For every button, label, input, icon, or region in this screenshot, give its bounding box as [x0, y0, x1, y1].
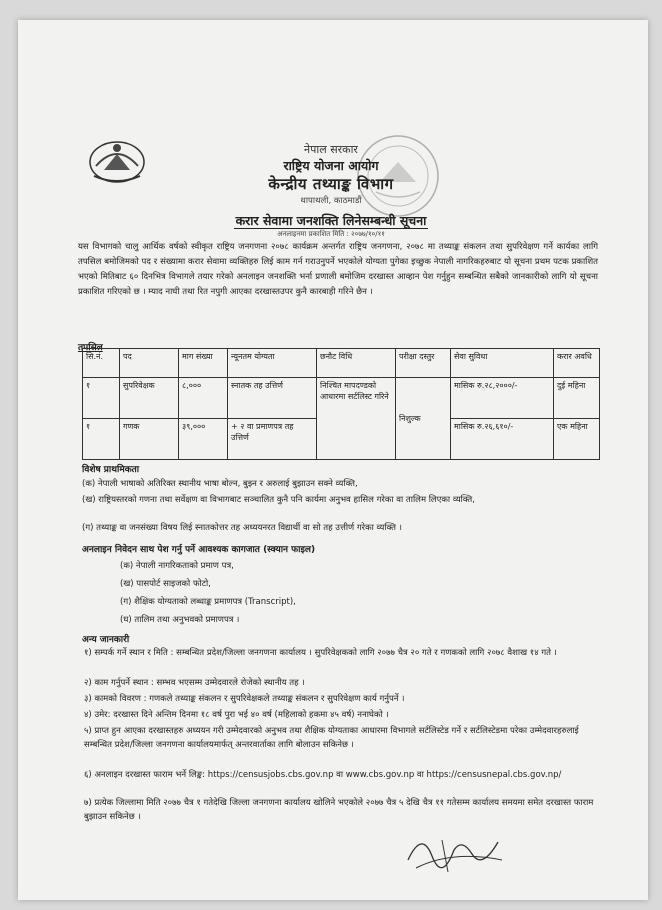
table-cell: मासिक रु.२८,२०००/-: [451, 378, 554, 419]
vacancy-table: [82, 348, 600, 460]
table-cell: + २ वा प्रमाणपत्र तह उत्तिर्ण: [228, 419, 317, 460]
table-cell: १: [83, 378, 120, 419]
table-cell: सुपरिवेक्षक: [120, 378, 179, 419]
col-header: पद: [120, 349, 179, 378]
signature-icon: [402, 820, 512, 880]
table-cell: ८,०००: [179, 378, 228, 419]
col-header: सेवा सुविधा: [451, 349, 554, 378]
other-info-heading: अन्य जानकारी: [82, 635, 130, 645]
col-header: न्यूनतम योग्यता: [228, 349, 317, 378]
table-cell: स्नातक तह उत्तिर्ण: [228, 378, 317, 419]
list-item: ४) उमेर: दरखास्त दिने अन्तिम दिनमा १८ वर्ष पुरा भई ४० वर्ष (महिलाको हकमा ४५ वर्ष) ननाघेको ।: [84, 710, 389, 720]
table-cell: एक महिना: [554, 419, 600, 460]
list-item: (ख) राष्ट्रियस्तरको गणना तथा सर्वेक्षण वा विभागबाट सञ्चालित कुनै पनि कार्यमा अनुभव हासिल गरेका वा तालिम लिएका व्यक्ति,: [82, 495, 475, 505]
commission-name: राष्ट्रिय योजना आयोग: [283, 158, 379, 173]
table-cell: १: [83, 419, 120, 460]
published-date: अनलाइनमा प्रकाशित मिति : २०७७/१०/११: [277, 230, 385, 238]
notice-title: [0, 212, 662, 229]
table-cell: निशुल्क: [396, 378, 451, 460]
col-header: सि.नं.: [83, 349, 120, 378]
list-item: (ग) शैक्षिक योग्यताको लब्धाङ्क प्रमाणपत्र (Transcript),: [120, 597, 296, 607]
list-item: (घ) तालिम तथा अनुभवको प्रमाणपत्र ।: [120, 615, 240, 625]
table-cell: मासिक रु.२६,६१०/-: [451, 419, 554, 460]
notice-title-text: करार सेवामा जनशक्ति लिनेसम्बन्धी सूचना: [235, 213, 427, 228]
intro-paragraph: यस विभागको चालु आर्थिक वर्षको स्वीकृत राष्ट्रिय जनगणना २०७८ कार्यक्रम अन्तर्गत राष्ट्रिय जनगणना, २०७८ मा तथ्याङ्क संकलन तथा सुपरिवेक्षण गर्ने कार्यका लागि तपसिल बमोजिमको पद र संख्यामा करार सेवामा व्यक्तिहरु लिई काम गर्न गराउनुपर्ने भएकोले योग्यता पुगेका इच्छुक नेपाली नागरिकहरुबाट यो सूचना प्रथम पटक प्रकाशित भएको मितिबाट ६० दिनभित्र विभागले तयार गरेको अनलाइन जनशक्ति भर्ना प्रणाली बमोजिम दरखास्त आव्हान पेश गर्नुहुन सम्बन्धित सबैको जानकारीको लागि यो सूचना प्रकाशित गरिएको छ । म्याद नाघी तथा रित नपुगी आएका दरखास्तउपर कुनै कारबाही गरिने छैन ।: [78, 242, 598, 297]
documents-heading: अनलाइन निवेदन साथ पेश गर्नु पर्ने आवश्यक कागजात (स्क्यान फाइल): [82, 545, 316, 555]
table-cell: ३९,०००: [179, 419, 228, 460]
office-location: थापाथली, काठमाडौं: [300, 196, 362, 206]
list-item: (क) नेपाली नागरिकताको प्रमाण पत्र,: [120, 561, 234, 571]
list-item: ६) अनलाइन दरखास्त फाराम भर्ने लिङ्क: https://censusjobs.cbs.gov.np वा www.cbs.gov.np वा https://censusnepal.cbs.gov.np/: [84, 770, 562, 780]
table-cell: गणक: [120, 419, 179, 460]
priority-heading: विशेष प्राथमिकता: [82, 465, 140, 475]
list-item: ५) प्राप्त हुन आएका दरखास्तहरु अध्ययन गरी उम्मेदवारको अनुभव तथा शैक्षिक योग्यताका आधारमा विभागले सर्टलिस्टेड गर्ने र सर्टलिस्टेडमा परेका उम्मेदवारहरुलाई सम्बन्धित प्रदेश/जिल्ला जनगणना कार्यालयमार्फत् अन्तरवार्ताका लागि बोलाउन सकिनेछ ।: [84, 726, 579, 750]
list-item: (क) नेपाली भाषाको अतिरिक्त स्थानीय भाषा बोल्न, बुझ्न र अरुलाई बुझाउन सक्ने व्यक्ति,: [82, 479, 358, 489]
table-cell: निश्चित मापदण्डको आधारमा सर्टलिस्ट गरिने: [317, 378, 396, 460]
list-item: ३) कामको विवरण : गणकले तथ्याङ्क संकलन र सुपरिवेक्षकले तथ्याङ्क संकलन र सुपरिवेक्षण कार्य गर्नुपर्ने ।: [84, 694, 405, 704]
col-header: करार अवधि: [554, 349, 600, 378]
department-name: केन्द्रीय तथ्याङ्क विभाग: [268, 175, 394, 193]
col-header: छनौट विधि: [317, 349, 396, 378]
table-header-row: [83, 349, 600, 378]
list-item: १) सम्पर्क गर्ने स्थान र मिति : सम्बन्धित प्रदेश/जिल्ला जनगणना कार्यालय । सुपरिवेक्षकको लागि २०७७ चैत्र २० गते र गणकको लागि २०७८ वैशाख १४ गते ।: [84, 648, 557, 658]
list-item: ७) प्रत्येक जिल्लामा मिति २०७७ चैत्र १ गतेदेखि जिल्ला जनगणना कार्यालय खोलिने भएकोले २०७७ चैत्र ५ देखि चैत्र ११ गतेसम्म कार्यालय समयमा समेत दरखास्त फाराम बुझाउन सकिनेछ ।: [84, 798, 594, 822]
list-item: (ख) पासपोर्ट साइजको फोटो,: [120, 579, 211, 589]
list-item: (ग) तथ्याङ्क वा जनसंख्या विषय लिई स्नातकोत्तर तह अध्ययनरत विद्यार्थी वा सो तह उत्तीर्ण गरेका व्यक्ति ।: [82, 523, 402, 533]
table-caption: तपसिल: [78, 343, 103, 353]
table-cell: दुई महिना: [554, 378, 600, 419]
col-header: परीक्षा दस्तुर: [396, 349, 451, 378]
table-row: [83, 378, 600, 419]
list-item: २) काम गर्नुपर्ने स्थान : सम्भव भएसम्म उम्मेदवारले रोजेको स्थानीय तह ।: [84, 678, 305, 688]
government-name: नेपाल सरकार: [304, 143, 358, 156]
col-header: माग संख्या: [179, 349, 228, 378]
